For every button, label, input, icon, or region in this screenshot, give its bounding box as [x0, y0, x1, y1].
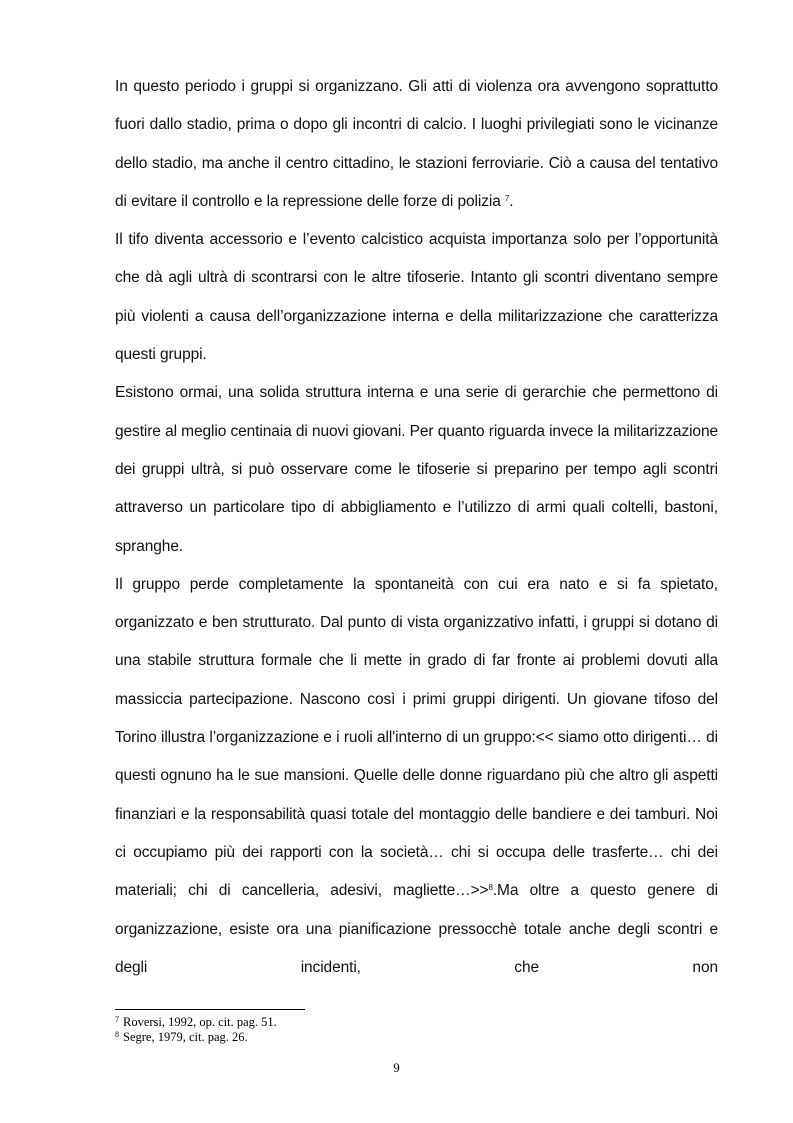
paragraph-1-text: In questo periodo i gruppi si organizzano. Gli atti di violenza ora avvengono soprattutto fuori dallo stadio, prima o dopo gli incontri di calcio. I luoghi privilegiati sono le vicinanze dello stadio, ma anche il centro cittadino, le stazioni ferroviarie. Ciò a causa del tentativo di evitare il controllo e la repressione delle forze di polizia [115, 78, 718, 210]
paragraph-1-end: . [509, 192, 514, 210]
paragraph-4 [115, 566, 718, 987]
paragraph-4-text: Il gruppo perde completamente la spontaneità con cui era nato e si fa spietato, organizzato e ben strutturato. Dal punto di vista organizzativo infatti, i gruppi si dotano di una stabile struttura formale che li mette in grado di far fronte ai problemi dovuti alla massiccia partecipazione. Nascono così i primi gruppi dirigenti. Un giovane tifoso del Torino illustra l’organizzazione e i ruoli all'interno di un gruppo:<< siamo otto dirigenti… di questi ognuno ha le sue mansioni. Quelle delle donne riguardano più che altro gli aspetti finanziari e la responsabilità quasi totale del montaggio delle bandiere e dei tamburi. Noi ci occupiamo più dei rapporti con la società… chi si occupa delle trasferte… chi dei materiali; chi di cancelleria, adesivi, magliette…>> [115, 575, 718, 900]
footnote-8 [115, 1030, 277, 1045]
paragraph-4-end: .Ma oltre a questo genere di organizzazione, esiste ora una pianificazione pressocchè totale anche degli scontri e degli incidenti, che non [115, 882, 718, 976]
footnotes [115, 1015, 277, 1045]
footnote-7-number: 7 [115, 1015, 119, 1024]
footnote-8-text: Segre, 1979, cit. pag. 26. [123, 1030, 248, 1044]
footnote-8-number: 8 [115, 1030, 119, 1039]
footnote-7 [115, 1015, 277, 1030]
paragraph-1 [115, 68, 718, 221]
footnote-ref-7[interactable]: 7 [504, 193, 510, 203]
body-text [115, 68, 718, 987]
footnote-divider [115, 1009, 305, 1010]
footnote-ref-8[interactable]: 8 [488, 883, 493, 893]
page-number: 9 [393, 1060, 400, 1075]
footnote-7-text: Roversi, 1992, op. cit. pag. 51. [123, 1015, 277, 1029]
paragraph-2: Il tifo diventa accessorio e l’evento calcistico acquista importanza solo per l’opportunità che dà agli ultrà di scontrarsi con le altre tifoserie. Intanto gli scontri diventano sempre più violenti a causa dell’organizzazione interna e della militarizzazione che caratterizza questi gruppi. [115, 231, 718, 364]
paragraph-3: Esistono ormai, una solida struttura interna e una serie di gerarchie che permettono di gestire al meglio centinaia di nuovi giovani. Per quanto riguarda invece la militarizzazione dei gruppi ultrà, si può osservare come le tifoserie si preparino per tempo agli scontri attraverso un particolare tipo di abbigliamento e l’utilizzo di armi quali coltelli, bastoni, spranghe. [115, 384, 718, 555]
